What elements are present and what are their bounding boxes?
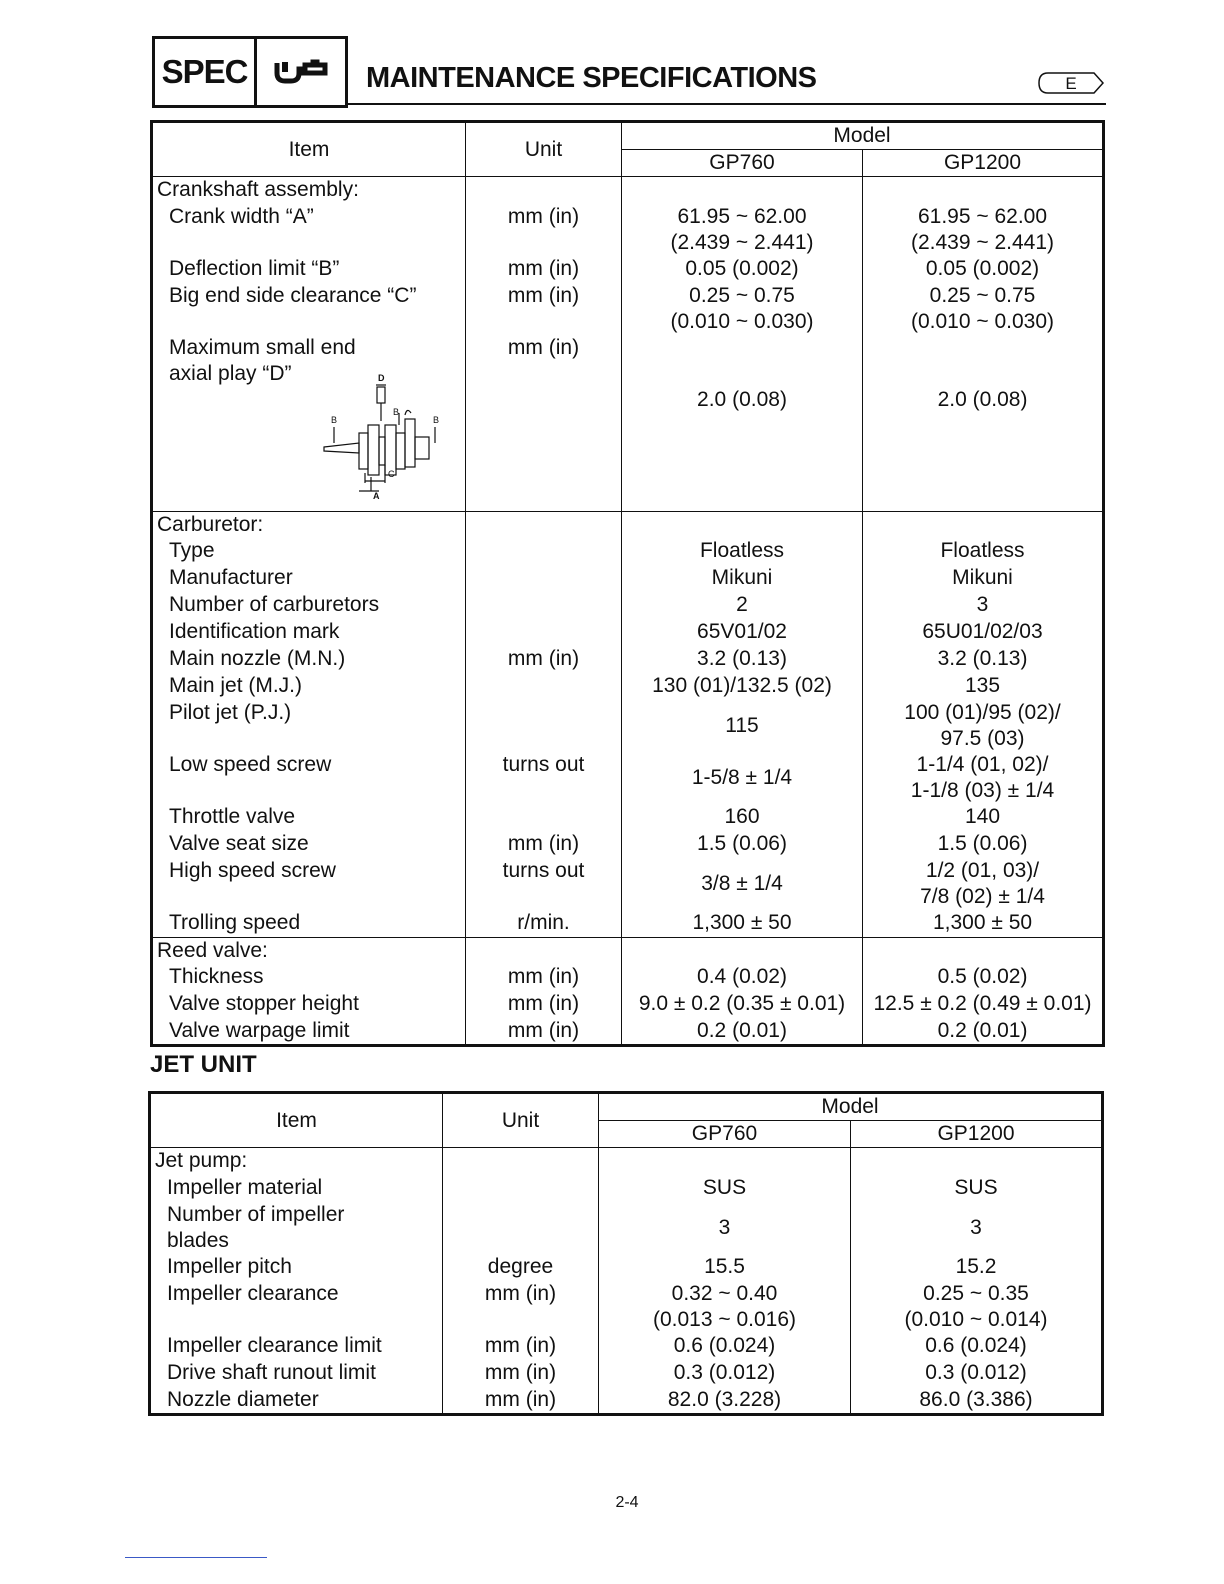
header-model-gp1200: GP1200 bbox=[863, 150, 1104, 177]
jet-unit-table bbox=[148, 1091, 1104, 1416]
row-value-gp760: Mikuni bbox=[622, 565, 863, 592]
row-value-gp760: 1.5 (0.06) bbox=[622, 831, 863, 858]
row-value-gp760: 160 bbox=[622, 804, 863, 831]
row-label: Deflection limit “B” bbox=[152, 256, 466, 283]
row-unit: mm (in) bbox=[443, 1281, 599, 1333]
row-value-gp1200: 0.2 (0.01) bbox=[863, 1018, 1104, 1046]
row-unit bbox=[466, 700, 622, 752]
crankshaft-diagram bbox=[169, 372, 465, 511]
row-unit bbox=[443, 1175, 599, 1202]
svg-text:A: A bbox=[373, 490, 380, 499]
row-value-gp760: 65V01/02 bbox=[622, 619, 863, 646]
header-model: Model bbox=[599, 1093, 1103, 1121]
row-label: Impeller material bbox=[150, 1175, 443, 1202]
row-label: Number of carburetors bbox=[152, 592, 466, 619]
page-number: 2-4 bbox=[615, 1494, 639, 1511]
maintenance-spec-table bbox=[150, 120, 1105, 1047]
row-value-gp1200: 135 bbox=[863, 673, 1104, 700]
row-value-gp760: Floatless bbox=[622, 538, 863, 565]
row-value-gp760: 0.25 ~ 0.75 (0.010 ~ 0.030) bbox=[622, 283, 863, 335]
row-value-gp1200: 65U01/02/03 bbox=[863, 619, 1104, 646]
row-value-gp760: 1,300 ± 50 bbox=[622, 910, 863, 937]
row-value-gp1200: 0.5 (0.02) bbox=[863, 964, 1104, 991]
row-label-small-end: Maximum small end axial play “D” D B B B C A bbox=[152, 335, 466, 512]
row-unit: mm (in) bbox=[443, 1360, 599, 1387]
row-value-gp1200: 1,300 ± 50 bbox=[863, 910, 1104, 937]
row-unit bbox=[443, 1202, 599, 1254]
row-unit: mm (in) bbox=[443, 1387, 599, 1415]
header-model-gp1200: GP1200 bbox=[851, 1121, 1103, 1148]
row-value-gp760: 9.0 ± 0.2 (0.35 ± 0.01) bbox=[622, 991, 863, 1018]
row-value-gp1200: 0.25 ~ 0.35 (0.010 ~ 0.014) bbox=[851, 1281, 1103, 1333]
row-label: Drive shaft runout limit bbox=[150, 1360, 443, 1387]
row-label: Identification mark bbox=[152, 619, 466, 646]
row-label: Low speed screw bbox=[152, 752, 466, 804]
row-label: Thickness bbox=[152, 964, 466, 991]
row-value-gp760: 0.32 ~ 0.40 (0.013 ~ 0.016) bbox=[599, 1281, 851, 1333]
row-value-gp1200: 1-1/4 (01, 02)/ 1-1/8 (03) ± 1/4 bbox=[863, 752, 1104, 804]
row-value-gp1200: 15.2 bbox=[851, 1254, 1103, 1281]
svg-text:B: B bbox=[393, 406, 400, 417]
row-label: Main nozzle (M.N.) bbox=[152, 646, 466, 673]
language-badge bbox=[1038, 72, 1104, 99]
row-label: Trolling speed bbox=[152, 910, 466, 937]
footer-rule bbox=[125, 1557, 267, 1558]
row-label: Valve stopper height bbox=[152, 991, 466, 1018]
row-value-gp760: 3 bbox=[599, 1202, 851, 1254]
group-jet-pump: Jet pump: bbox=[150, 1148, 443, 1175]
row-value-gp1200: 140 bbox=[863, 804, 1104, 831]
row-unit: mm (in) bbox=[466, 646, 622, 673]
row-label: Manufacturer bbox=[152, 565, 466, 592]
row-label: Throttle valve bbox=[152, 804, 466, 831]
row-unit bbox=[466, 804, 622, 831]
row-label: Number of impeller blades bbox=[150, 1202, 443, 1254]
row-unit: turns out bbox=[466, 858, 622, 910]
svg-text:C: C bbox=[388, 468, 395, 479]
row-label: Valve warpage limit bbox=[152, 1018, 466, 1046]
row-value-gp760: 3/8 ± 1/4 bbox=[622, 858, 863, 910]
header-unit: Unit bbox=[443, 1093, 599, 1148]
row-value-gp1200: SUS bbox=[851, 1175, 1103, 1202]
row-value-gp1200: 3.2 (0.13) bbox=[863, 646, 1104, 673]
header-model-gp760: GP760 bbox=[599, 1121, 851, 1148]
row-unit: mm (in) bbox=[443, 1333, 599, 1360]
spec-label: SPEC bbox=[155, 39, 257, 105]
title-rule bbox=[348, 103, 1106, 105]
row-value-gp760: 82.0 (3.228) bbox=[599, 1387, 851, 1415]
header-item: Item bbox=[150, 1093, 443, 1148]
row-value-gp1200: 1.5 (0.06) bbox=[863, 831, 1104, 858]
row-value-gp760: 0.05 (0.002) bbox=[622, 256, 863, 283]
row-unit: mm (in) bbox=[466, 283, 622, 335]
row-value-gp1200: 3 bbox=[851, 1202, 1103, 1254]
row-value-gp760: 3.2 (0.13) bbox=[622, 646, 863, 673]
jet-unit-heading: JET UNIT bbox=[150, 1051, 257, 1078]
row-unit bbox=[466, 673, 622, 700]
row-unit bbox=[466, 538, 622, 565]
row-value-gp760: 0.4 (0.02) bbox=[622, 964, 863, 991]
page-title: MAINTENANCE SPECIFICATIONS bbox=[366, 62, 817, 94]
row-value-gp1200: 0.25 ~ 0.75 (0.010 ~ 0.030) bbox=[863, 283, 1104, 335]
row-value-gp1200: 2.0 (0.08) bbox=[863, 335, 1104, 512]
row-value-gp1200: 12.5 ± 0.2 (0.49 ± 0.01) bbox=[863, 991, 1104, 1018]
row-unit: mm (in) bbox=[466, 991, 622, 1018]
row-unit: turns out bbox=[466, 752, 622, 804]
row-label: Crank width “A” bbox=[152, 204, 466, 256]
row-value-gp760: 2 bbox=[622, 592, 863, 619]
row-value-gp1200: 0.3 (0.012) bbox=[851, 1360, 1103, 1387]
row-unit: mm (in) bbox=[466, 204, 622, 256]
svg-text:D: D bbox=[378, 372, 385, 383]
row-label: Valve seat size bbox=[152, 831, 466, 858]
row-label: Impeller pitch bbox=[150, 1254, 443, 1281]
header-model: Model bbox=[622, 122, 1104, 150]
row-value-gp1200: Floatless bbox=[863, 538, 1104, 565]
row-unit bbox=[466, 592, 622, 619]
row-unit: mm (in) bbox=[466, 831, 622, 858]
section-header-box bbox=[152, 36, 348, 108]
row-unit: mm (in) bbox=[466, 256, 622, 283]
row-value-gp1200: 3 bbox=[863, 592, 1104, 619]
row-value-gp760: 0.2 (0.01) bbox=[622, 1018, 863, 1046]
row-value-gp1200: 0.05 (0.002) bbox=[863, 256, 1104, 283]
row-value-gp760: 1-5/8 ± 1/4 bbox=[622, 752, 863, 804]
row-unit: mm (in) bbox=[466, 964, 622, 991]
row-unit: r/min. bbox=[466, 910, 622, 937]
row-unit bbox=[466, 619, 622, 646]
header-model-gp760: GP760 bbox=[622, 150, 863, 177]
wrench-gauge-icon bbox=[257, 39, 345, 105]
row-label: Impeller clearance limit bbox=[150, 1333, 443, 1360]
header-unit: Unit bbox=[466, 122, 622, 177]
row-value-gp760: 0.6 (0.024) bbox=[599, 1333, 851, 1360]
row-label: Type bbox=[152, 538, 466, 565]
row-value-gp1200: 1/2 (01, 03)/ 7/8 (02) ± 1/4 bbox=[863, 858, 1104, 910]
row-label: High speed screw bbox=[152, 858, 466, 910]
row-label: Impeller clearance bbox=[150, 1281, 443, 1333]
row-unit: mm (in) bbox=[466, 335, 622, 512]
row-unit: mm (in) bbox=[466, 1018, 622, 1046]
row-value-gp1200: 100 (01)/95 (02)/ 97.5 (03) bbox=[863, 700, 1104, 752]
language-badge-text: E bbox=[1065, 74, 1077, 93]
row-value-gp1200: Mikuni bbox=[863, 565, 1104, 592]
row-value-gp760: 115 bbox=[622, 700, 863, 752]
svg-text:B: B bbox=[331, 414, 338, 425]
header-item: Item bbox=[152, 122, 466, 177]
group-carburetor: Carburetor: bbox=[152, 511, 466, 538]
row-value-gp760: 130 (01)/132.5 (02) bbox=[622, 673, 863, 700]
row-value-gp760: 15.5 bbox=[599, 1254, 851, 1281]
row-label: Pilot jet (P.J.) bbox=[152, 700, 466, 752]
row-unit bbox=[466, 565, 622, 592]
row-value-gp1200: 86.0 (3.386) bbox=[851, 1387, 1103, 1415]
row-value-gp1200: 61.95 ~ 62.00 (2.439 ~ 2.441) bbox=[863, 204, 1104, 256]
group-crankshaft: Crankshaft assembly: bbox=[152, 177, 466, 204]
row-value-gp760: 2.0 (0.08) bbox=[622, 335, 863, 512]
row-value-gp1200: 0.6 (0.024) bbox=[851, 1333, 1103, 1360]
row-label: Nozzle diameter bbox=[150, 1387, 443, 1415]
row-unit: degree bbox=[443, 1254, 599, 1281]
row-value-gp760: 61.95 ~ 62.00 (2.439 ~ 2.441) bbox=[622, 204, 863, 256]
group-reed-valve: Reed valve: bbox=[152, 937, 466, 964]
row-value-gp760: 0.3 (0.012) bbox=[599, 1360, 851, 1387]
row-value-gp760: SUS bbox=[599, 1175, 851, 1202]
row-label: Big end side clearance “C” bbox=[152, 283, 466, 335]
row-label: Main jet (M.J.) bbox=[152, 673, 466, 700]
svg-text:B: B bbox=[433, 414, 440, 425]
